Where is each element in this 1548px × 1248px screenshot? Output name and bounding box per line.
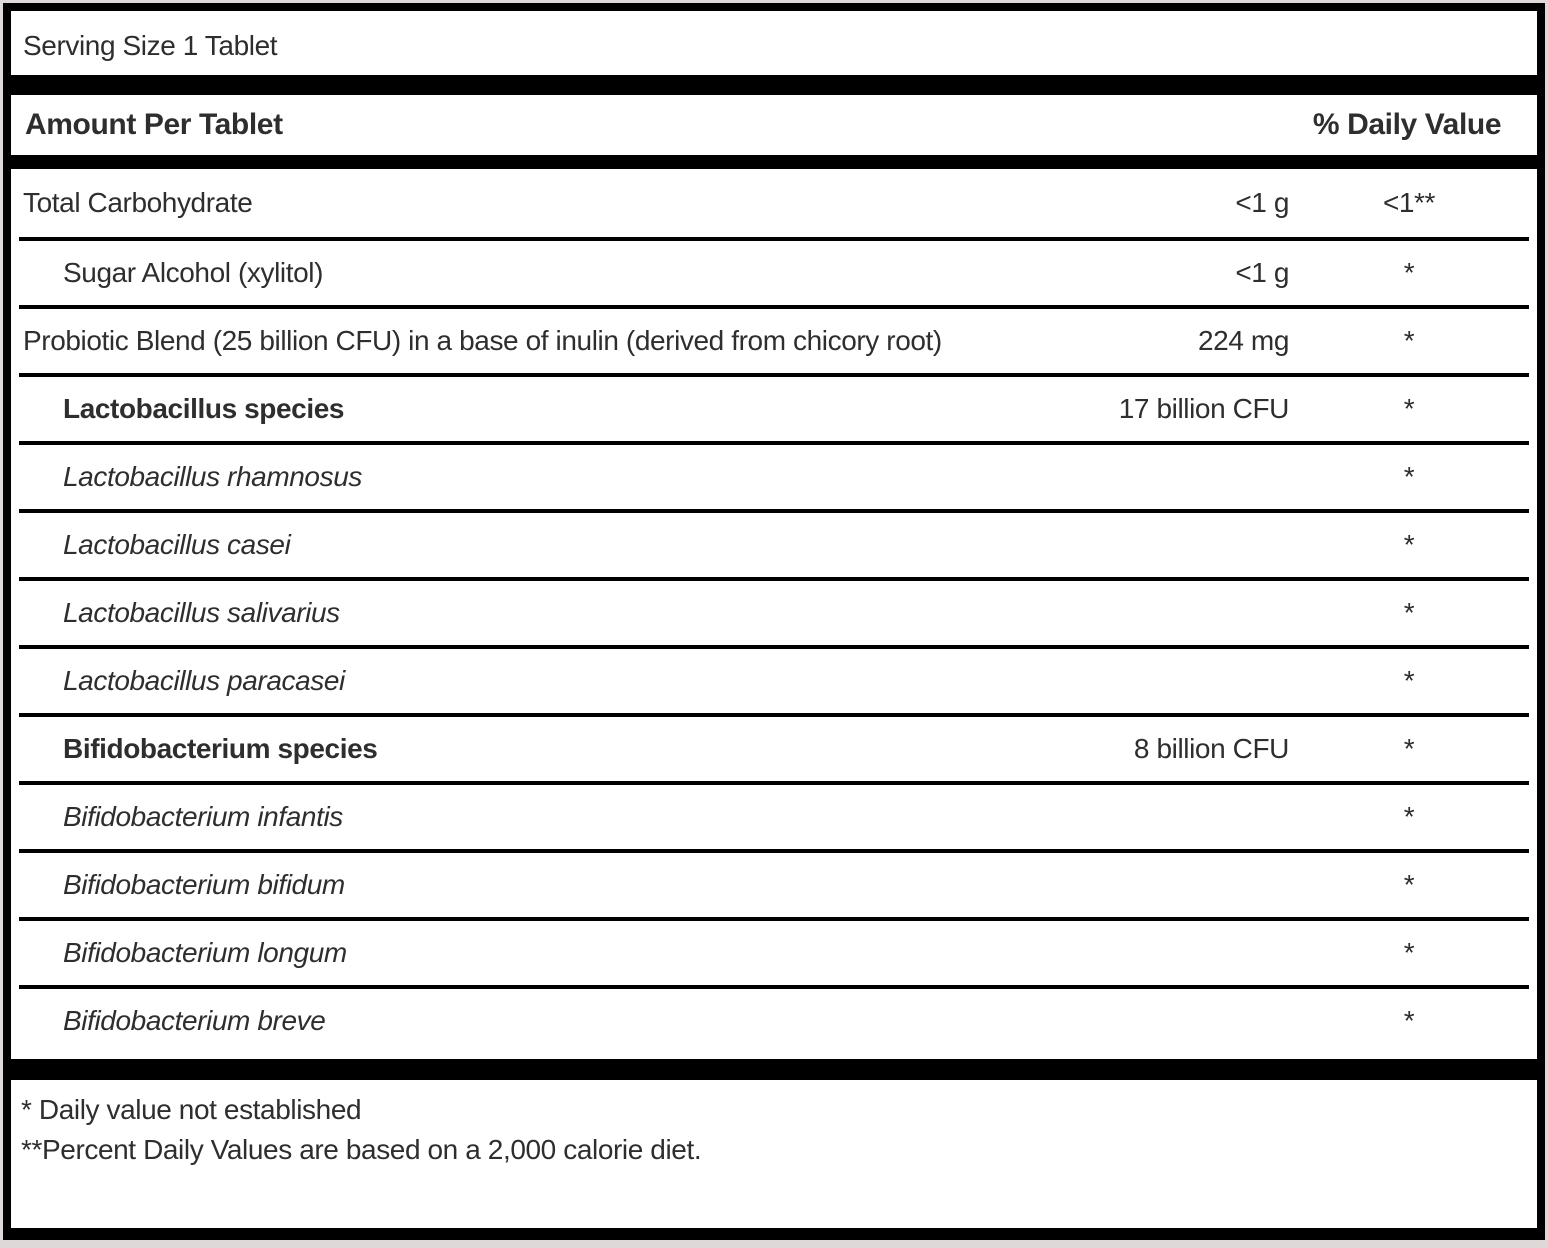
nutrient-amount: 17 billion CFU: [1118, 393, 1289, 424]
row-bifidobacterium-infantis: [19, 781, 1529, 849]
nutrient-daily-value: <1**: [1382, 187, 1436, 218]
row-lactobacillus-casei: [19, 509, 1529, 577]
nutrient-name: Lactobacillus casei: [63, 529, 291, 560]
nutrient-name: Sugar Alcohol (xylitol): [63, 257, 324, 288]
daily-value-header: % Daily Value: [1312, 108, 1502, 141]
nutrient-daily-value: *: [1403, 801, 1415, 832]
row-lactobacillus-species: [19, 373, 1529, 441]
nutrient-name: Lactobacillus rhamnosus: [63, 461, 362, 492]
footnote-daily-value-not-established: * Daily value not established: [21, 1094, 362, 1125]
footnote-percent-daily-values: **Percent Daily Values are based on a 2,000 calorie diet.: [21, 1134, 702, 1165]
nutrient-name: Bifidobacterium longum: [63, 937, 347, 968]
nutrient-daily-value: *: [1403, 937, 1415, 968]
nutrient-daily-value: *: [1403, 529, 1415, 560]
row-lactobacillus-paracasei: [19, 645, 1529, 713]
nutrient-name: Bifidobacterium species: [63, 733, 378, 764]
divider-thick-top: [11, 75, 1537, 95]
table-header: [11, 95, 1537, 155]
amount-per-tablet-header: Amount Per Tablet: [25, 108, 283, 141]
row-bifidobacterium-breve: [19, 985, 1529, 1053]
supplement-facts-label: [3, 3, 1545, 1240]
nutrient-name: Lactobacillus salivarius: [63, 597, 340, 628]
row-bifidobacterium-species: [19, 713, 1529, 781]
nutrient-name: Bifidobacterium infantis: [63, 801, 343, 832]
row-total-carbohydrate: [19, 169, 1529, 237]
nutrient-amount: 224 mg: [1198, 325, 1289, 356]
nutrient-daily-value: *: [1403, 733, 1415, 764]
divider-thick-bottom: [11, 1059, 1537, 1080]
nutrient-daily-value: *: [1403, 257, 1415, 288]
nutrient-name: Bifidobacterium bifidum: [63, 869, 345, 900]
serving-size-text: Serving Size 1 Tablet: [23, 30, 278, 61]
nutrient-daily-value: *: [1403, 869, 1415, 900]
nutrient-name: Lactobacillus paracasei: [63, 665, 345, 696]
nutrient-daily-value: *: [1403, 1005, 1415, 1036]
nutrient-name: Probiotic Blend (25 billion CFU) in a base of inulin (derived from chicory root): [23, 325, 942, 356]
nutrient-daily-value: *: [1403, 325, 1415, 356]
nutrient-amount: <1 g: [1235, 257, 1289, 288]
nutrient-daily-value: *: [1403, 461, 1415, 492]
nutrient-daily-value: *: [1403, 597, 1415, 628]
nutrient-name: Lactobacillus species: [63, 393, 345, 424]
row-bifidobacterium-bifidum: [19, 849, 1529, 917]
nutrient-daily-value: *: [1403, 665, 1415, 696]
row-sugar-alcohol: [19, 237, 1529, 305]
nutrient-name: Total Carbohydrate: [23, 187, 253, 218]
row-lactobacillus-rhamnosus: [19, 441, 1529, 509]
nutrient-amount: 8 billion CFU: [1133, 733, 1289, 764]
row-lactobacillus-salivarius: [19, 577, 1529, 645]
nutrient-rows: [19, 169, 1529, 1053]
nutrient-name: Bifidobacterium breve: [63, 1005, 326, 1036]
footnotes: [11, 1080, 1537, 1170]
row-probiotic-blend: [19, 305, 1529, 373]
nutrient-daily-value: *: [1403, 393, 1415, 424]
divider-medium: [11, 155, 1537, 169]
row-bifidobacterium-longum: [19, 917, 1529, 985]
nutrient-amount: <1 g: [1235, 187, 1289, 218]
